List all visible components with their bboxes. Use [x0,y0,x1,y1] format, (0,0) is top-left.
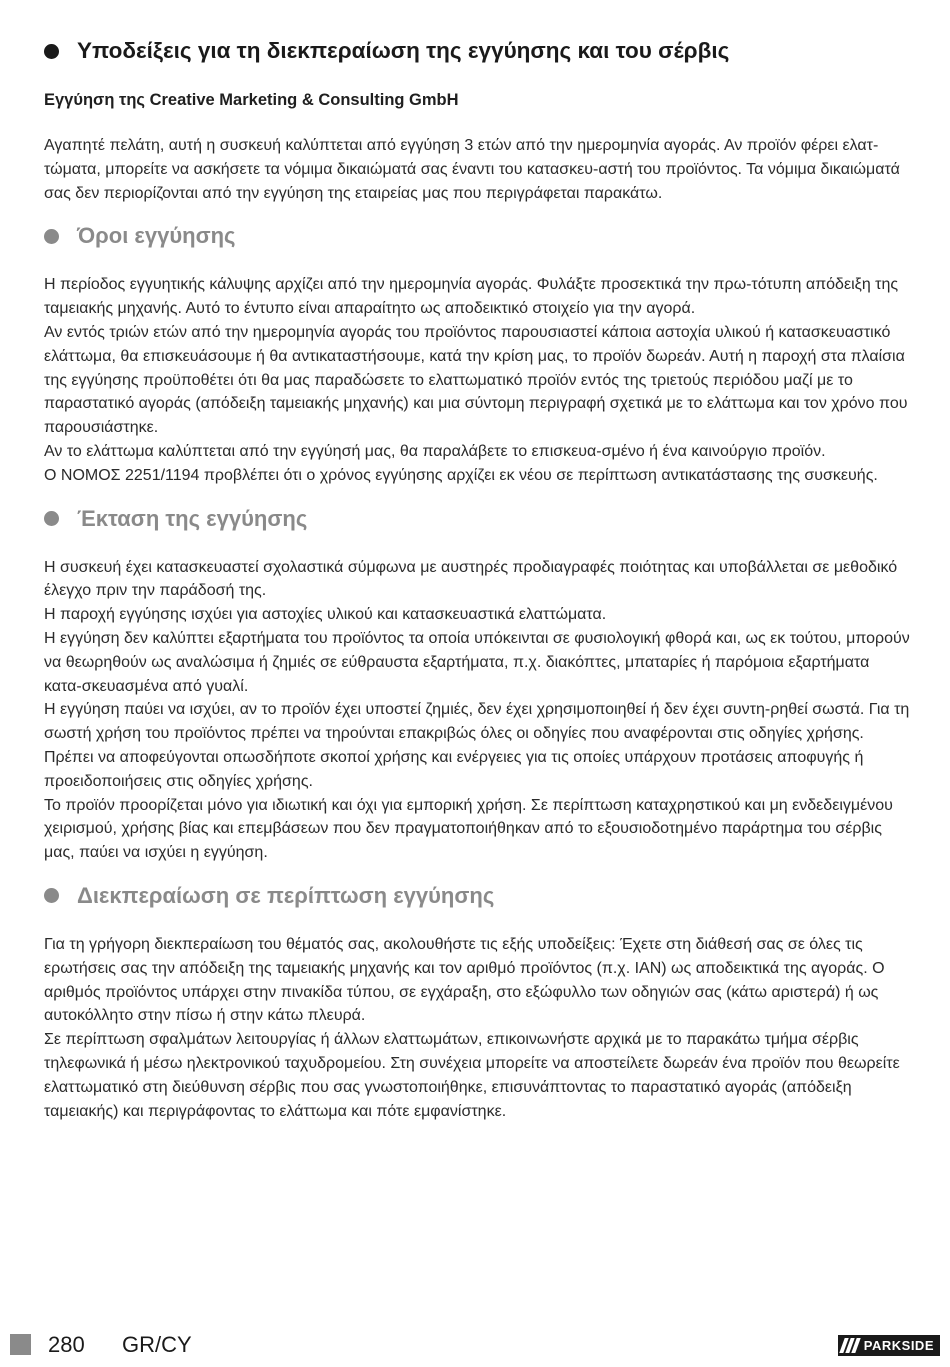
parkside-logo [838,1335,940,1356]
paragraph: Η περίοδος εγγυητικής κάλυψης αρχίζει από την ημερομηνία αγοράς. Φυλάξτε προσεκτικά την πρω-τότυπη απόδειξη της ταμειακής μηχανής. Αυτό το έντυπο είναι απαραίτητο ως αποδεικτικό στοιχείο για την αγορά. [44,276,899,318]
paragraph: Ο ΝΟΜΟΣ 2251/1194 προβλέπει ότι ο χρόνος εγγύησης αρχίζει εκ νέου σε περίπτωση αντικατάστασης της συσκευής. [44,466,878,484]
bullet-icon [44,44,59,59]
section-body-warranty-processing [44,933,910,1123]
warranty-subheading: Εγγύηση της Creative Marketing & Consulting GmbH [44,91,459,109]
paragraph: Η εγγύηση παύει να ισχύει, αν το προϊόν έχει υποστεί ζημιές, δεν έχει χρησιμοποιηθεί ή δεν έχει συντη-ρηθεί σωστά. Για τη σωστή χρήση του προϊόντος πρέπει να τηρούνται επακριβώς όλες οι οδηγίες που αναφέρονται στις οδηγίες χρήσης. Πρέπει να αποφεύγονται οπωσδήποτε σκοποί χρήσης και ενέργειες για τις οποίες υπάρχουν προτάσεις αποφυγής ή προειδοποιήσεις στις οδηγίες χρήσης. [44,701,910,790]
country-code: GR/CY [122,1332,192,1357]
page-content [44,36,910,1123]
logo-stripes-icon [842,1338,860,1353]
main-heading-text: Υποδείξεις για τη διεκπεραίωση της εγγύησης και του σέρβις [77,38,730,63]
page-number: 280 [48,1332,85,1357]
bullet-icon [44,888,59,903]
paragraph: Η συσκευή έχει κατασκευαστεί σχολαστικά σύμφωνα με αυστηρές προδιαγραφές ποιότητας και υποβάλλεται σε μεθοδικό έλεγχο πριν την παράδοσή της. [44,558,898,600]
section-body-warranty-scope [44,556,910,865]
main-heading [44,36,910,66]
section-heading-warranty-processing [44,881,910,911]
section-title: Έκταση της εγγύησης [77,505,308,531]
paragraph: Η παροχή εγγύησης ισχύει για αστοχίες υλικού και κατασκευαστικά ελαττώματα. [44,606,607,624]
bullet-icon [44,511,59,526]
intro-text [44,134,910,205]
paragraph: Το προϊόν προορίζεται μόνο για ιδιωτική και όχι για εμπορική χρήση. Σε περίπτωση καταχρηστικού και μη ενδεδειγμένου χειρισμού, χρήσης βίας και επεμβάσεων που δεν πραγματοποιήθηκαν από το εξουσιοδοτημένο παράρτημα του σέρβις μας, παύει να ισχύει η εγγύηση. [44,796,893,862]
section-body-warranty-terms [44,273,910,487]
paragraph: Αν το ελάττωμα καλύπτεται από την εγγύησή μας, θα παραλάβετε το επισκευα-σμένο ή ένα καινούργιο προϊόν. [44,442,826,460]
bullet-icon [44,229,59,244]
brand-name: PARKSIDE [863,1338,934,1353]
page-footer [10,1330,940,1360]
section-heading-warranty-scope [44,504,910,534]
section-title: Όροι εγγύησης [77,223,236,249]
paragraph: Η εγγύηση δεν καλύπτει εξαρτήματα του προϊόντος τα οποία υπόκεινται σε φυσιολογική φθορά και, ως εκ τούτου, μπορούν να θεωρηθούν ως αναλώσιμα ή ζημιές σε εύθραυστα εξαρτήματα, π.χ. διακόπτες, μπαταρίες ή παρόμοια εξαρτήματα κατα-σκευασμένα από γυαλί. [44,629,910,695]
section-title: Διεκπεραίωση σε περίπτωση εγγύησης [77,882,495,908]
paragraph: Για τη γρήγορη διεκπεραίωση του θέματός σας, ακολουθήστε τις εξής υποδείξεις: Έχετε στη διάθεσή σας σε όλες τις ερωτήσεις σας την απόδειξη της ταμειακής μηχανής και τον αριθμό προϊόντος (π.χ. IAN) ως αποδεικτικά της αγοράς. Ο αριθμός προϊόντος υπάρχει στην πινακίδα τύπου, σε εγχάραξη, στο εξώφυλλο των οδηγιών σας (κάτω αριστερά) ή ως αυτοκόλλητο στην πίσω ή στην κάτω πλευρά. [44,935,885,1025]
paragraph: Αν εντός τριών ετών από την ημερομηνία αγοράς του προϊόντος παρουσιαστεί κάποια αστοχία υλικού ή κατασκευαστικό ελάττωμα, θα επισκευάσουμε ή θα αντικαταστήσουμε, κατά την κρίση μας, το προϊόν δωρεάν. Αυτή η παροχή στα πλαίσια της εγγύησης προϋποθέτει ότι θα μας παραδώσετε το ελαττωματικό προϊόν εντός της τριετούς περιόδου μαζί με το παραστατικό αγοράς (απόδειξη ταμειακής μηχανής) και μια σύντομη περιγραφή σχετικά με το ελάττωμα και τον χρόνο που παρουσιάστηκε. [44,323,908,437]
paragraph: Σε περίπτωση σφαλμάτων λειτουργίας ή άλλων ελαττωμάτων, επικοινωνήστε αρχικά με το παρακάτω τμήμα σέρβις τηλεφωνικά ή μέσω ηλεκτρονικού ταχυδρομείου. Στη συνέχεια μπορείτε να αποστείλετε δωρεάν ένα προϊόν που θεωρείτε ελαττωματικό στη διεύθυνση σέρβις που σας γνωστοποιήθηκε, επισυνάπτοντας το παραστατικό αγοράς (απόδειξη ταμειακής) και περιγράφοντας το ελάττωμα και πότε εμφανίστηκε. [44,1031,900,1120]
footer-square-icon [10,1334,31,1355]
section-heading-warranty-terms [44,221,910,251]
intro-paragraph: Αγαπητέ πελάτη, αυτή η συσκευή καλύπτεται από εγγύηση 3 ετών από την ημερομηνία αγοράς. Αν προϊόν φέρει ελατ-τώματα, μπορείτε να ασκήσετε τα νόμιμα δικαιώματά σας έναντι του κατασκευ-αστή του προϊόντος. Τα νόμιμα δικαιώματά σας δεν περιορίζονται από την εγγύηση της εταιρείας μας που περιγράφεται παρακάτω. [44,137,900,202]
